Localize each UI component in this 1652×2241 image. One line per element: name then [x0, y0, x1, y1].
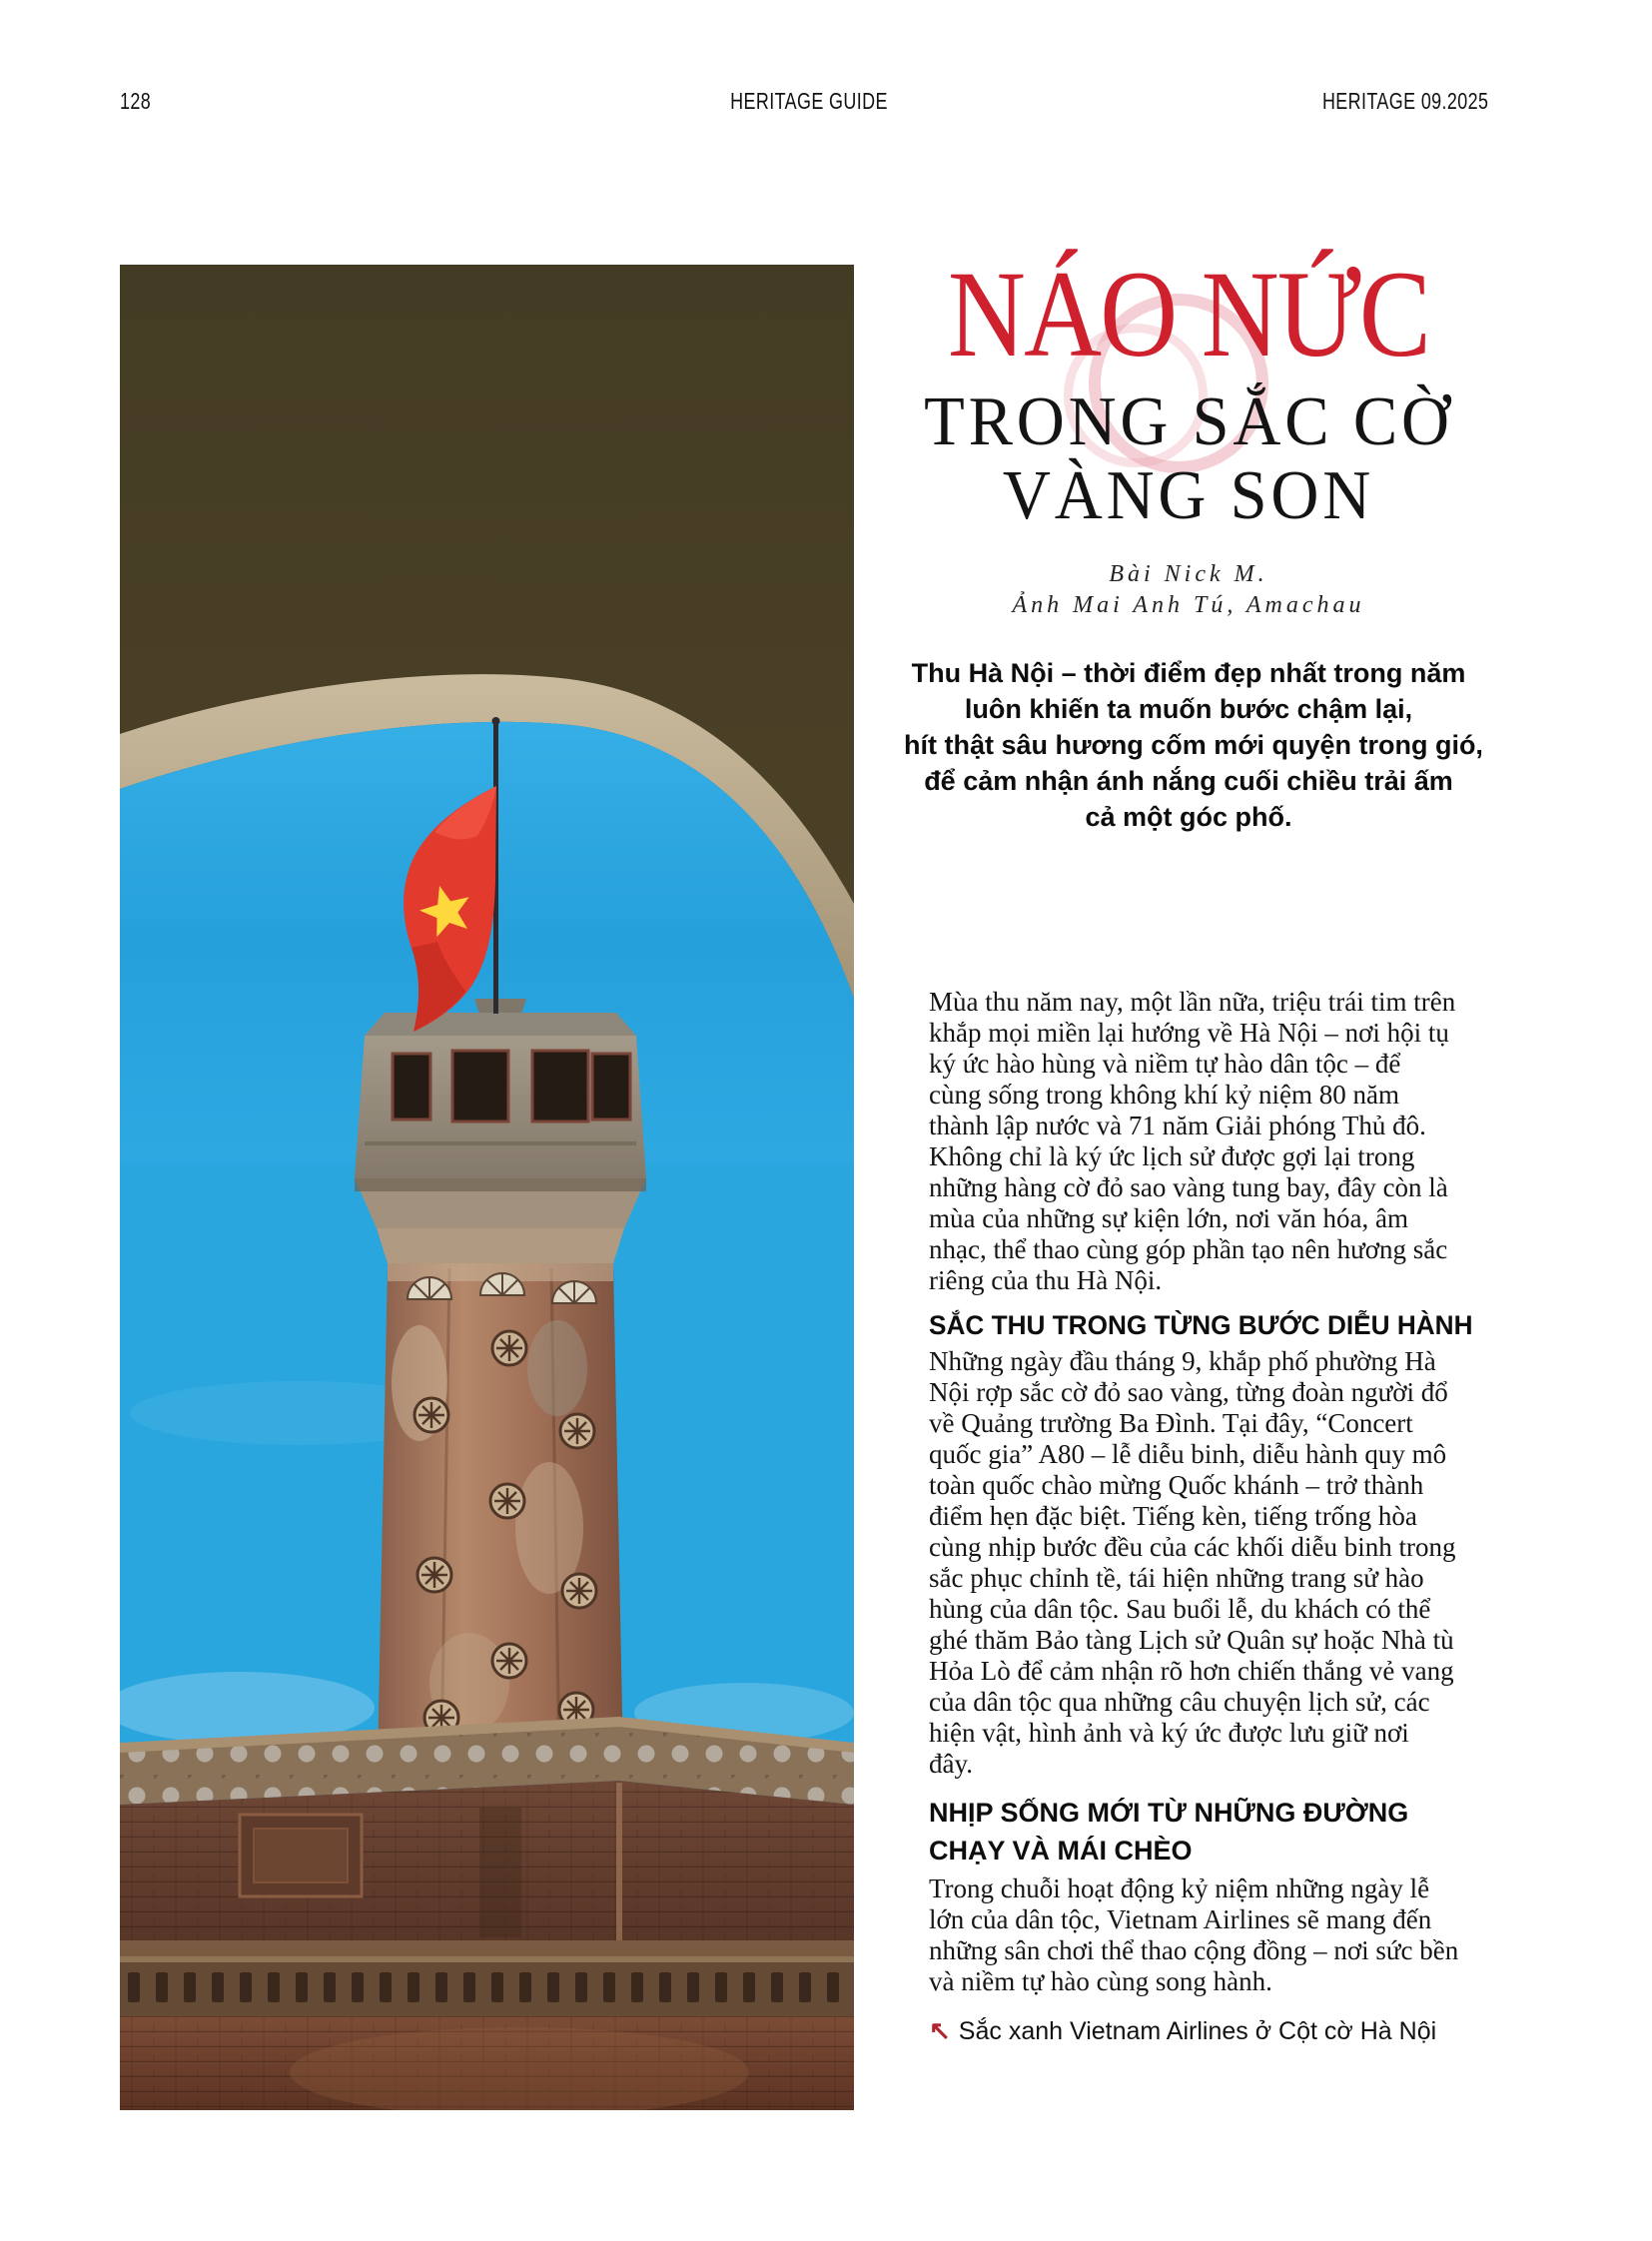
- page-number-text: 128: [120, 88, 152, 114]
- tower-shaft: [378, 1263, 623, 1763]
- lookout-window: [532, 1051, 588, 1121]
- paragraph-1: Mùa thu năm nay, một lần nữa, triệu trái tim trên khắp mọi miền lại hướng về Hà Nội – nơi hội tụ ký ức hào hùng và niềm tự hào dân tộc – để cùng sống trong không khí kỷ niệm 80 năm thành lập nước và 71 năm Giải phóng Thủ đô. Không chỉ là ký ức lịch sử được gợi lại trong những hàng cờ đỏ sao vàng tung bay, đây còn là mùa của những sự kiện lớn, nơi văn hóa, âm nhạc, thể thao cùng góp phần tạo nên hương sắc riêng của thu Hà Nội.: [929, 987, 1456, 1295]
- intro-paragraph: Thu Hà Nội – thời điểm đẹp nhất trong năm luôn khiến ta muốn bước chậm lại, hít thật sâu hương cốm mới quyện trong gió, để cảm nhận ánh nắng cuối chiều trải ấm cả một góc phố.: [904, 658, 1483, 832]
- header-issue-text: HERITAGE 09.2025: [1321, 88, 1488, 114]
- pole-finial: [492, 717, 500, 725]
- title-line-1: NÁO NỨC: [947, 246, 1430, 382]
- byline: [904, 559, 1473, 621]
- flag-tower-illustration: [120, 265, 854, 2110]
- paragraph-2: Những ngày đầu tháng 9, khắp phố phường Hà Nội rợp sắc cờ đỏ sao vàng, từng đoàn người đổ về Quảng trường Ba Đình. Tại đây, “Concert quốc gia” A80 – lễ diễu binh, diễu hành quy mô toàn quốc chào mừng Quốc khánh – trở thành điểm hẹn đặc biệt. Tiếng kèn, tiếng trống hòa cùng nhịp bước đều của các khối diễu binh trong sắc phục chỉnh tề, tái hiện những trang sử hào hùng của dân tộc. Sau buổi lễ, du khách có thể ghé thăm Bảo tàng Lịch sử Quân sự hoặc Nhà tù Hỏa Lò để cảm nhận rõ hơn chiến thắng vẻ vang của dân tộc qua những câu chuyện lịch sử, các hiện vật, hình ảnh và ký ức được lưu giữ nơi đây.: [929, 1346, 1456, 1779]
- article-title: [904, 246, 1473, 534]
- caption-arrow-icon: ↖: [929, 2015, 951, 2045]
- bastion-base: [120, 1717, 854, 2110]
- title-line-3: VÀNG SON: [1002, 457, 1375, 534]
- header-issue-label: [1275, 88, 1488, 115]
- byline-photographer: Ảnh Mai Anh Tú, Amachau: [1012, 592, 1365, 618]
- lookout-window: [452, 1051, 508, 1121]
- lookout-window: [592, 1054, 630, 1120]
- photo-caption: [929, 2017, 1459, 2046]
- tower-lookout: [355, 999, 646, 1263]
- article-body: [929, 987, 1473, 2046]
- caption-text: Sắc xanh Vietnam Airlines ở Cột cờ Hà Nội: [958, 2017, 1437, 2045]
- header-section-text: HERITAGE GUIDE: [730, 88, 888, 114]
- header-section-title: [708, 88, 910, 115]
- section-heading-2: NHỊP SỐNG MỚI TỪ NHỮNG ĐƯỜNG CHẠY VÀ MÁI CHÈO: [929, 1798, 1409, 1866]
- lookout-window: [393, 1054, 430, 1120]
- page-number: [120, 88, 160, 115]
- title-line-2: TRONG SẮC CỜ: [924, 383, 1453, 460]
- byline-author: Bài Nick M.: [1109, 561, 1268, 587]
- paragraph-3: Trong chuỗi hoạt động kỷ niệm những ngày lễ lớn của dân tộc, Vietnam Airlines sẽ mang đến những sân chơi thể thao cộng đồng – nơi sức bền và niềm tự hào cùng song hành.: [929, 1873, 1459, 1996]
- section-heading-1: SẮC THU TRONG TỪNG BƯỚC DIỄU HÀNH: [929, 1310, 1473, 1340]
- flag-tower-photo: [120, 265, 854, 2110]
